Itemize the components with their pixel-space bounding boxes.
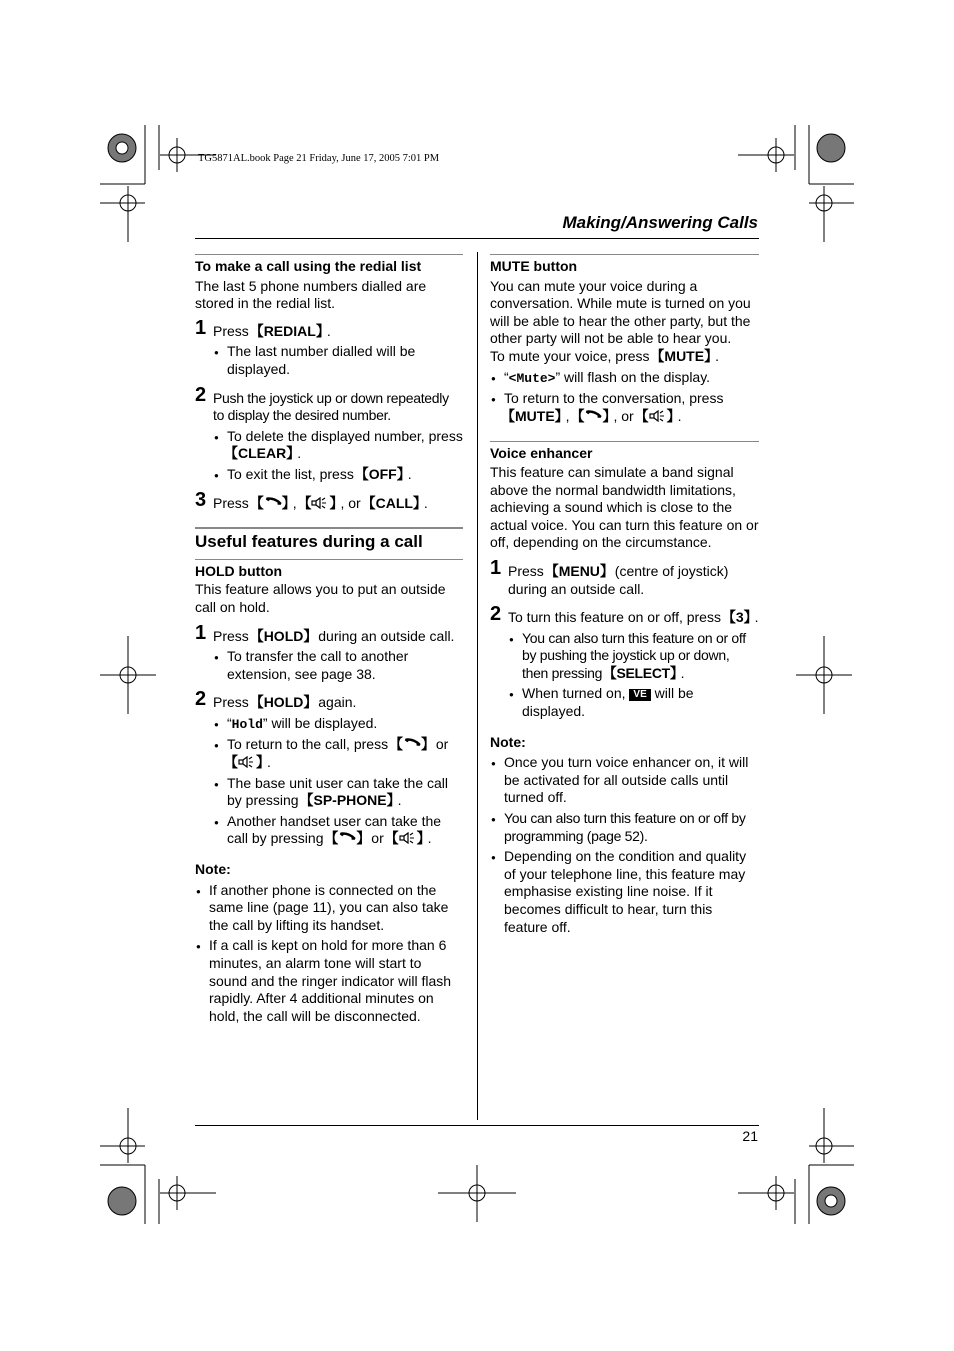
left-note-1: ● If another phone is connected on the same line (page 11), you can also take the call by lifting its handset. xyxy=(195,882,463,935)
redial-step-1-bullet: ● The last number dialled will be displayed. xyxy=(195,343,463,378)
right-column xyxy=(490,254,759,936)
redial-step-2-bullet-2: ● To exit the list, press 【 OFF 】 . xyxy=(195,466,463,484)
footer-rule xyxy=(195,1125,759,1126)
hold-step-1-bullet: ● To transfer the call to another extension, see page 38. xyxy=(195,648,463,683)
hold-step-2-bullet-4: ● Another handset user can take the call by pressing 【 】 or 【 】 . xyxy=(195,813,463,848)
ve-step-1: 1 Press 【 MENU 】 (centre of joystick) during an outside call. xyxy=(490,563,759,598)
hold-key: 【 HOLD 】 xyxy=(253,628,315,644)
talk-handset-icon xyxy=(403,738,421,750)
three-key: 【 3 】 xyxy=(725,609,755,625)
right-note-2: ● You can also turn this feature on or off by programming (page 52). xyxy=(490,810,759,845)
hold-step-2-bullet-2: ● To return to the call, press 【 】 or 【 】. xyxy=(195,736,463,771)
redial-heading: To make a call using the redial list xyxy=(195,258,422,274)
hold-step-1: 1 Press 【 HOLD 】 during an outside call. xyxy=(195,628,463,646)
ve-step-2: 2 To turn this feature on or off, press 【 3 】 . xyxy=(490,609,759,627)
ve-indicator-icon: VE xyxy=(629,689,650,701)
sp-phone-key: 【 SP-PHONE 】 xyxy=(302,792,397,808)
hold-heading: HOLD button xyxy=(195,562,283,579)
print-header: TG5871AL.book Page 21 Friday, June 17, 2005 7:01 PM xyxy=(198,153,440,164)
talk-handset-icon xyxy=(584,410,602,422)
select-key: 【 SELECT 】 xyxy=(606,665,681,681)
call-key: 【 CALL 】 xyxy=(365,495,424,511)
ve-step-2-bullet-2: ● When turned on, VE will be displayed. xyxy=(490,685,759,720)
right-note-3: ● Depending on the condition and quality of your telephone line, this feature may emphasise existing line noise. If it becomes difficult to hear, turn this feature off. xyxy=(490,848,759,936)
speakerphone-icon xyxy=(311,497,329,509)
mute-instruction: To mute your voice, press 【 MUTE 】 . xyxy=(490,348,759,366)
ve-step-2-bullet-1: ● You can also turn this feature on or off by pushing the joystick up or down, then pressing 【 SELECT 】 . xyxy=(490,630,759,683)
hold-step-2: 2 Press 【 HOLD 】 again. xyxy=(195,694,463,712)
mute-key-2: 【 MUTE 】 xyxy=(504,408,566,424)
talk-handset-icon xyxy=(338,832,356,844)
right-note-1: ● Once you turn voice enhancer on, it will be activated for all outside calls until turned off. xyxy=(490,754,759,807)
mute-key: 【 MUTE 】 xyxy=(653,348,715,364)
redial-step-2: 2 Push the joystick up or down repeatedly to display the desired number. xyxy=(195,383,449,424)
speakerphone-icon xyxy=(238,756,256,768)
left-column xyxy=(195,254,463,1025)
clear-key: 【 CLEAR 】 xyxy=(227,445,297,461)
useful-features-heading: Useful features during a call xyxy=(195,532,423,552)
hold-step-2-bullet-3: ● The base unit user can take the call by pressing 【 SP-PHONE 】 . xyxy=(195,775,463,810)
header-rule xyxy=(195,238,759,239)
hold-intro: This feature allows you to put an outside call on hold. xyxy=(195,581,446,615)
column-divider xyxy=(477,252,478,1120)
section-title: Making/Answering Calls xyxy=(562,213,758,232)
redial-step-1: 1 Press 【 REDIAL 】 . xyxy=(195,323,463,341)
hold-display-text: Hold xyxy=(231,716,263,732)
menu-key: 【 MENU 】 xyxy=(548,563,611,579)
mute-heading: MUTE button xyxy=(490,258,578,274)
speakerphone-icon xyxy=(399,832,417,844)
mute-bullet-1: ● “<Mute>” will flash on the display. xyxy=(490,369,759,388)
left-note-heading: Note: xyxy=(195,861,231,878)
hold-key-2: 【 HOLD 】 xyxy=(253,694,315,710)
hold-step-2-bullet-1: ● “Hold” will be displayed. xyxy=(195,715,463,734)
voice-enhancer-intro: This feature can simulate a band signal above the normal bandwidth limitations, achieving a sound which is close to the actual voice. You can turn this feature on or off, depending on the circumstance. xyxy=(490,463,759,551)
redial-step-2-bullet-1: ● To delete the displayed number, press 【 CLEAR 】 . xyxy=(195,428,463,463)
left-note-2: ● If a call is kept on hold for more than 6 minutes, an alarm tone will start to sound and the ringer indicator will flash rapidly. After 4 additional minutes on hold, the call will be disconnected. xyxy=(195,937,463,1025)
mute-display-text: <Mute> xyxy=(508,370,556,386)
speakerphone-icon xyxy=(649,410,667,422)
voice-enhancer-heading: Voice enhancer xyxy=(490,445,593,462)
page-number: 21 xyxy=(742,1128,758,1144)
talk-handset-icon xyxy=(264,497,282,509)
off-key: 【 OFF 】 xyxy=(358,466,408,482)
mute-intro: You can mute your voice during a conversation. While mute is turned on you will be able to hear the other party, but the other party will not be able to hear you. xyxy=(490,277,751,347)
redial-intro: The last 5 phone numbers dialled are stored in the redial list. xyxy=(195,277,427,312)
redial-key: 【 REDIAL 】 xyxy=(253,323,327,339)
mute-bullet-2: ● To return to the conversation, press 【 MUTE 】 , 【 】 , or 【 】 . xyxy=(490,390,759,425)
right-note-heading: Note: xyxy=(490,733,526,750)
redial-step-3: 3 Press 【 】 , 【 】 , or 【 CALL 】 . xyxy=(195,495,463,513)
